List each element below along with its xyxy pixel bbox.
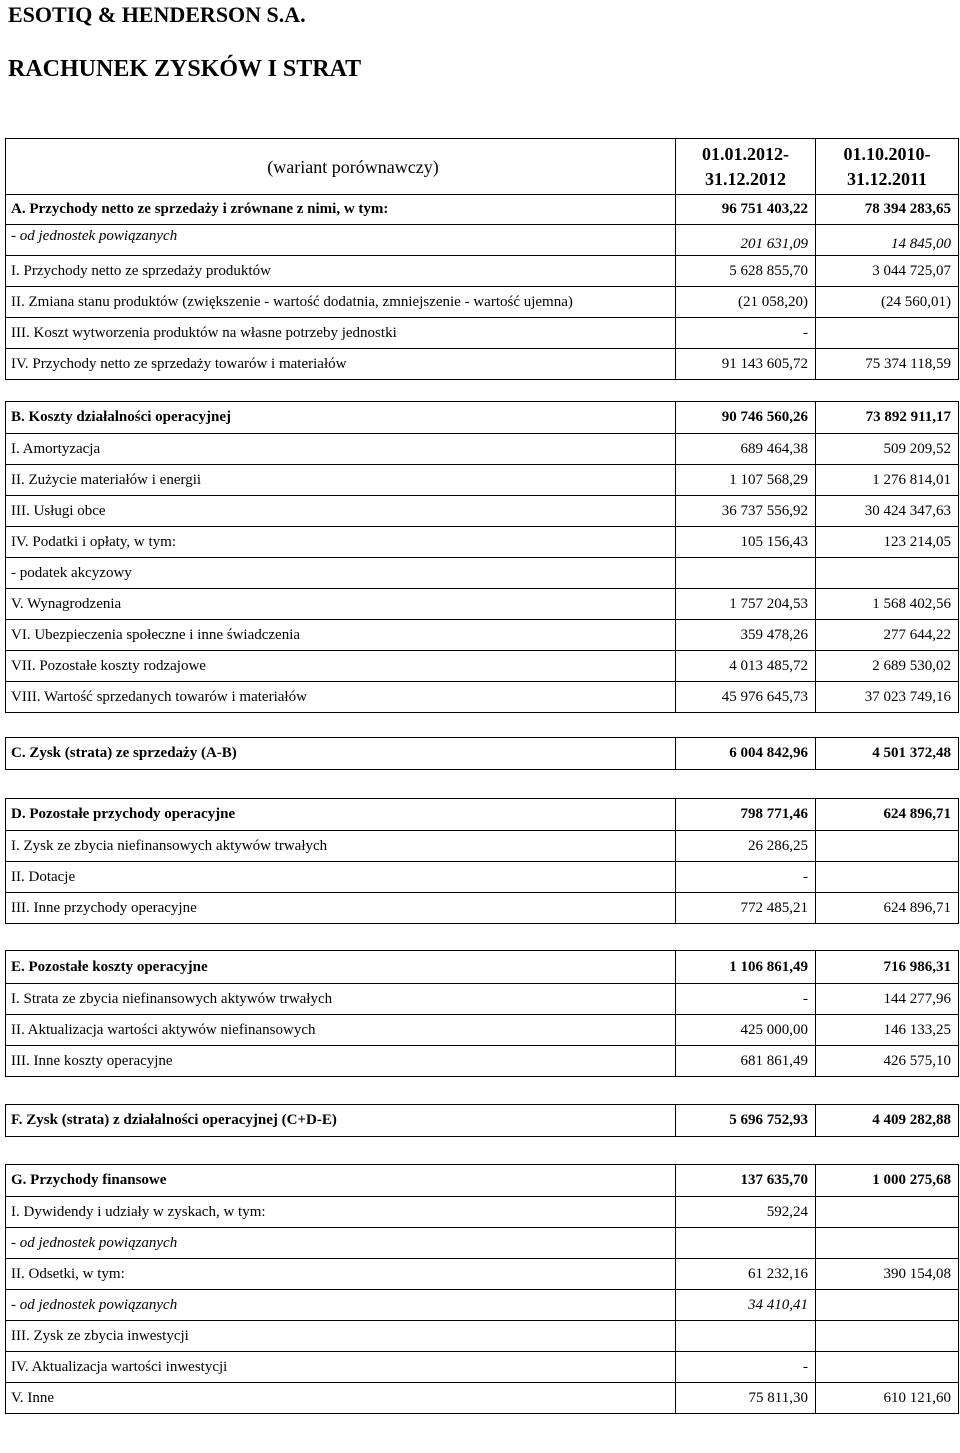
value-prior-period [816, 1321, 959, 1352]
row-label: VIII. Wartość sprzedanych towarów i materiałów [6, 682, 676, 713]
table-row [6, 1197, 959, 1228]
value-prior-period: 390 154,08 [816, 1259, 959, 1290]
row-label: II. Zmiana stanu produktów (zwiększenie - wartość dodatnia, zmniejszenie - wartość ujemna) [6, 287, 676, 318]
row-label: - od jednostek powiązanych [6, 1228, 676, 1259]
row-label: I. Amortyzacja [6, 434, 676, 465]
value-current-period [676, 558, 816, 589]
section-row [6, 402, 959, 434]
table-row [6, 893, 959, 924]
value-prior-period: 624 896,71 [816, 893, 959, 924]
value-prior-period: 1 276 814,01 [816, 465, 959, 496]
value-prior-period: 75 374 118,59 [816, 349, 959, 380]
row-label: C. Zysk (strata) ze sprzedaży (A-B) [6, 738, 676, 770]
value-prior-period [816, 318, 959, 349]
table-row [6, 527, 959, 558]
value-current-period: 772 485,21 [676, 893, 816, 924]
row-label: F. Zysk (strata) z działalności operacyjnej (C+D-E) [6, 1105, 676, 1137]
value-current-period: 689 464,38 [676, 434, 816, 465]
value-prior-period: 144 277,96 [816, 984, 959, 1015]
value-current-period: - [676, 862, 816, 893]
table-row [6, 225, 959, 256]
table-row [6, 589, 959, 620]
value-prior-period [816, 831, 959, 862]
value-prior-period [816, 1290, 959, 1321]
value-prior-period: 73 892 911,17 [816, 402, 959, 434]
value-prior-period: 14 845,00 [816, 225, 959, 256]
table-row [6, 349, 959, 380]
row-label: E. Pozostałe koszty operacyjne [6, 951, 676, 984]
value-prior-period: 426 575,10 [816, 1046, 959, 1077]
value-current-period: 4 013 485,72 [676, 651, 816, 682]
variant-label: (wariant porównawczy) [6, 139, 676, 195]
value-current-period: - [676, 1352, 816, 1383]
row-label: B. Koszty działalności operacyjnej [6, 402, 676, 434]
value-prior-period: 624 896,71 [816, 799, 959, 831]
value-current-period [676, 1228, 816, 1259]
value-current-period: - [676, 984, 816, 1015]
value-prior-period [816, 1197, 959, 1228]
value-current-period: - [676, 318, 816, 349]
section-spacer [6, 1077, 959, 1105]
row-label: II. Zużycie materiałów i energii [6, 465, 676, 496]
table-row [6, 651, 959, 682]
value-prior-period: 4 501 372,48 [816, 738, 959, 770]
value-prior-period: 509 209,52 [816, 434, 959, 465]
value-current-period: 5 696 752,93 [676, 1105, 816, 1137]
row-label: III. Zysk ze zbycia inwestycji [6, 1321, 676, 1352]
row-label: VII. Pozostałe koszty rodzajowe [6, 651, 676, 682]
table-row [6, 862, 959, 893]
row-label: VI. Ubezpieczenia społeczne i inne świadczenia [6, 620, 676, 651]
value-current-period: 91 143 605,72 [676, 349, 816, 380]
value-current-period: 34 410,41 [676, 1290, 816, 1321]
value-prior-period [816, 862, 959, 893]
value-prior-period: 123 214,05 [816, 527, 959, 558]
table-row [6, 496, 959, 527]
row-label: A. Przychody netto ze sprzedaży i zrównane z nimi, w tym: [6, 195, 676, 225]
value-prior-period: 2 689 530,02 [816, 651, 959, 682]
table-row [6, 256, 959, 287]
value-current-period: 61 232,16 [676, 1259, 816, 1290]
value-prior-period [816, 1228, 959, 1259]
section-row [6, 1165, 959, 1197]
value-prior-period: 78 394 283,65 [816, 195, 959, 225]
value-current-period: 26 286,25 [676, 831, 816, 862]
income-statement-table [5, 138, 959, 1414]
section-row [6, 195, 959, 225]
table-row [6, 1352, 959, 1383]
value-current-period: 681 861,49 [676, 1046, 816, 1077]
section-spacer [6, 1137, 959, 1165]
row-label: III. Inne przychody operacyjne [6, 893, 676, 924]
table-row [6, 1383, 959, 1414]
table-row [6, 1259, 959, 1290]
row-label: G. Przychody finansowe [6, 1165, 676, 1197]
row-label: III. Usługi obce [6, 496, 676, 527]
value-current-period: 359 478,26 [676, 620, 816, 651]
value-prior-period: 4 409 282,88 [816, 1105, 959, 1137]
section-spacer [6, 713, 959, 738]
row-label: I. Zysk ze zbycia niefinansowych aktywów trwałych [6, 831, 676, 862]
value-prior-period: 3 044 725,07 [816, 256, 959, 287]
section-spacer [6, 924, 959, 951]
row-label: V. Wynagrodzenia [6, 589, 676, 620]
value-current-period: 1 106 861,49 [676, 951, 816, 984]
value-current-period: 105 156,43 [676, 527, 816, 558]
header-row [6, 139, 959, 195]
row-label: - od jednostek powiązanych [6, 1290, 676, 1321]
row-label: III. Inne koszty operacyjne [6, 1046, 676, 1077]
row-label: I. Przychody netto ze sprzedaży produktów [6, 256, 676, 287]
company-name: ESOTIQ & HENDERSON S.A. [8, 2, 306, 27]
row-label: II. Dotacje [6, 862, 676, 893]
section-spacer [6, 770, 959, 799]
table-row [6, 682, 959, 713]
section-spacer [6, 380, 959, 402]
value-prior-period: 1 568 402,56 [816, 589, 959, 620]
row-label: - podatek akcyzowy [6, 558, 676, 589]
value-current-period: 6 004 842,96 [676, 738, 816, 770]
row-label: D. Pozostałe przychody operacyjne [6, 799, 676, 831]
table-row [6, 1290, 959, 1321]
value-current-period: 1 107 568,29 [676, 465, 816, 496]
value-prior-period [816, 1352, 959, 1383]
value-current-period: 75 811,30 [676, 1383, 816, 1414]
row-label: IV. Przychody netto ze sprzedaży towarów i materiałów [6, 349, 676, 380]
value-prior-period: (24 560,01) [816, 287, 959, 318]
table-row [6, 1228, 959, 1259]
value-prior-period: 716 986,31 [816, 951, 959, 984]
row-label: II. Aktualizacja wartości aktywów niefinansowych [6, 1015, 676, 1046]
value-current-period: (21 058,20) [676, 287, 816, 318]
value-prior-period: 30 424 347,63 [816, 496, 959, 527]
period-prior-header: 01.10.2010- 31.12.2011 [816, 139, 959, 195]
table-row [6, 434, 959, 465]
value-prior-period: 277 644,22 [816, 620, 959, 651]
table-row [6, 1321, 959, 1352]
table-row [6, 984, 959, 1015]
row-label: V. Inne [6, 1383, 676, 1414]
section-row [6, 799, 959, 831]
section-row [6, 738, 959, 770]
table-row [6, 1046, 959, 1077]
table-row [6, 465, 959, 496]
row-label: - od jednostek powiązanych [6, 225, 676, 256]
row-label: IV. Podatki i opłaty, w tym: [6, 527, 676, 558]
document-title: RACHUNEK ZYSKÓW I STRAT [8, 56, 362, 82]
table-row [6, 831, 959, 862]
value-prior-period: 146 133,25 [816, 1015, 959, 1046]
row-label: I. Dywidendy i udziały w zyskach, w tym: [6, 1197, 676, 1228]
row-label: IV. Aktualizacja wartości inwestycji [6, 1352, 676, 1383]
value-current-period [676, 1321, 816, 1352]
value-current-period: 425 000,00 [676, 1015, 816, 1046]
table-row [6, 558, 959, 589]
value-current-period: 36 737 556,92 [676, 496, 816, 527]
table-row [6, 620, 959, 651]
table-row [6, 318, 959, 349]
value-current-period: 201 631,09 [676, 225, 816, 256]
value-prior-period: 37 023 749,16 [816, 682, 959, 713]
value-current-period: 96 751 403,22 [676, 195, 816, 225]
value-current-period: 137 635,70 [676, 1165, 816, 1197]
table-row [6, 287, 959, 318]
value-current-period: 90 746 560,26 [676, 402, 816, 434]
value-prior-period: 610 121,60 [816, 1383, 959, 1414]
value-current-period: 1 757 204,53 [676, 589, 816, 620]
table-row [6, 1015, 959, 1046]
row-label: II. Odsetki, w tym: [6, 1259, 676, 1290]
row-label: I. Strata ze zbycia niefinansowych aktywów trwałych [6, 984, 676, 1015]
row-label: III. Koszt wytworzenia produktów na własne potrzeby jednostki [6, 318, 676, 349]
period-current-header: 01.01.2012- 31.12.2012 [676, 139, 816, 195]
value-current-period: 592,24 [676, 1197, 816, 1228]
value-current-period: 5 628 855,70 [676, 256, 816, 287]
value-current-period: 798 771,46 [676, 799, 816, 831]
section-row [6, 1105, 959, 1137]
section-row [6, 951, 959, 984]
value-current-period: 45 976 645,73 [676, 682, 816, 713]
value-prior-period: 1 000 275,68 [816, 1165, 959, 1197]
value-prior-period [816, 558, 959, 589]
